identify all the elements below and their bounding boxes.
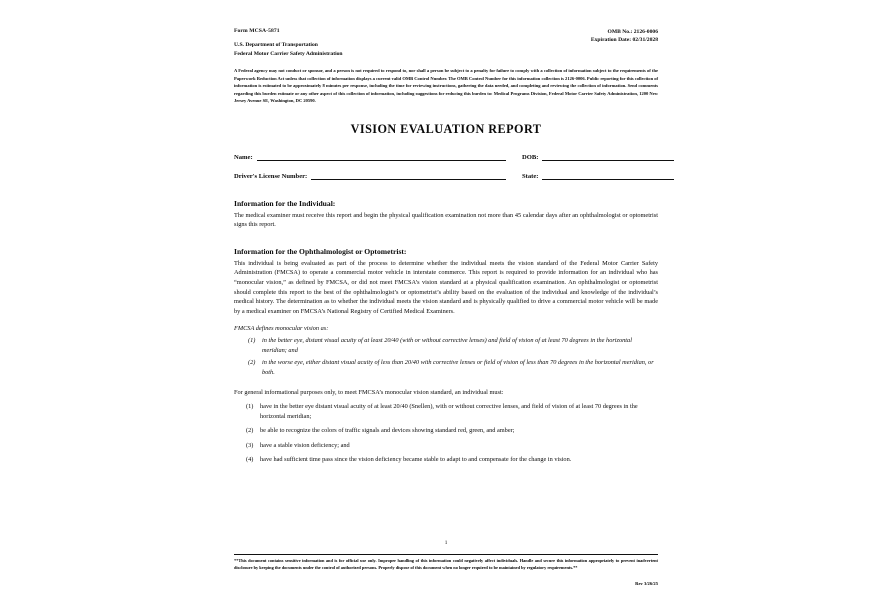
- list-item-text: have a stable vision deficiency; and: [260, 441, 350, 449]
- list-item: [234, 426, 658, 435]
- state-input[interactable]: [542, 172, 674, 180]
- provider-section-paragraph: This individual is being evaluated as part of the process to determine whether the individual meets the vision standard of the Federal Motor Carrier Safety Administration (FMCSA) to operate a commercial motor vehicle in interstate commerce. This report is required to provide information for an individual who has “monocular vision,” as defined by FMCSA, or did not meet FMCSA’s vision standard at a physical qualification examination. An ophthalmologist or optometrist should complete this report to the best of the ophthalmologist’s or optometrist’s ability based on the evaluation of the individual and knowledge of the individual’s medical history. The determination as to whether the individual meets the vision standard and is physically qualified to drive a commercial motor vehicle will be made by a medical examiner on FMCSA’s National Registry of Certified Medical Examiners.: [234, 259, 658, 315]
- list-item-text: in the better eye, distant visual acuity of at least 20/40 (with or without corrective lenses) and field of vision of at least 70 degrees in the horizontal meridian; and: [262, 337, 632, 354]
- page-title: VISION EVALUATION REPORT: [350, 121, 542, 136]
- page-number: 1: [444, 540, 448, 546]
- list-item: [234, 358, 658, 377]
- list-item-text: in the worse eye, either distant visual acuity of less than 20/40 with corrective lenses or field of vision of less than 70 degrees in the horizontal meridian, or both.: [262, 359, 654, 376]
- header-right-block: [498, 28, 658, 44]
- list-item: [234, 402, 658, 421]
- identification-fields: [234, 153, 658, 180]
- revision-date: Rev 3/26/25: [635, 580, 658, 586]
- list-item: [234, 441, 658, 450]
- list-marker: (1): [248, 337, 256, 345]
- name-dob-row: [234, 153, 658, 161]
- license-state-row: [234, 172, 658, 180]
- license-label: Driver's License Number:: [234, 172, 308, 180]
- footer-divider: [234, 554, 658, 555]
- document-footer: [234, 540, 658, 586]
- license-input[interactable]: [311, 172, 506, 180]
- vision-standard-list: [234, 402, 658, 464]
- name-input[interactable]: [257, 153, 506, 161]
- form-number: Form MCSA-5871: [234, 28, 280, 34]
- name-field-group: [234, 153, 506, 161]
- list-item-text: be able to recognize the colors of traffic signals and devices showing standard red, green, and amber;: [260, 427, 515, 435]
- monocular-definition-lead: FMCSA defines monocular vision as:: [234, 325, 329, 333]
- list-marker: (2): [246, 427, 254, 435]
- dob-label: DOB:: [522, 153, 539, 161]
- name-label: Name:: [234, 153, 253, 161]
- provider-section-heading: Information for the Ophthalmologist or Optometrist:: [234, 246, 407, 256]
- vision-standard-lead: For general informational purposes only, to meet FMCSA’s monocular vision standard, an individual must:: [234, 389, 504, 397]
- administration-name: Federal Motor Carrier Safety Administration: [234, 50, 343, 57]
- list-marker: (3): [246, 441, 254, 449]
- omb-number: OMB No.: 2126-0006: [607, 29, 658, 35]
- dob-input[interactable]: [542, 153, 674, 161]
- agency-block: [234, 41, 484, 58]
- list-marker: (4): [246, 456, 254, 464]
- document-body: [234, 28, 658, 594]
- department-name: U.S. Department of Transportation: [234, 41, 318, 48]
- individual-section-paragraph: The medical examiner must receive this report and begin the physical qualification examination not more than 45 calendar days after an ophthalmologist or optometrist signs this report.: [234, 211, 658, 229]
- list-item: [234, 455, 658, 464]
- header-left-block: [234, 28, 484, 58]
- license-field-group: [234, 172, 506, 180]
- list-item-text: have had sufficient time pass since the vision deficiency became stable to adapt to and compensate for the change in vision.: [260, 456, 572, 464]
- individual-section-heading: Information for the Individual:: [234, 198, 336, 208]
- list-item: [234, 336, 658, 355]
- list-item-text: have in the better eye distant visual acuity of at least 20/40 (Snellen), with or without corrective lenses, and field of vision of at least 70 degrees in the horizontal meridian;: [260, 403, 638, 420]
- omb-expiration-date: Expiration Date: 02/31/2028: [590, 37, 658, 44]
- state-field-group: [522, 172, 674, 180]
- document-header: [234, 28, 658, 58]
- list-marker: (2): [248, 359, 256, 367]
- list-marker: (1): [246, 403, 254, 411]
- monocular-definition-list: [234, 336, 658, 377]
- sensitive-information-notice: **This document contains sensitive information and is for official use only. Improper handling of this information could negatively affect individuals. Handle and secure this information appropriately to prevent inadvertent disclosure by keeping the documents under the control of authorized persons. Properly dispose of this document when no longer required to be maintained by regulatory requirements.**: [234, 558, 658, 570]
- dob-field-group: [522, 153, 674, 161]
- state-label: State:: [522, 172, 539, 180]
- paperwork-reduction-act-notice: A Federal agency may not conduct or sponsor, and a person is not required to respond to, nor shall a person be subject to a penalty for failure to comply with a collection of information subject to the requirements of the Paperwork Reduction Act unless that collection of information displays a current valid OMB Control Number. The OMB Control Number for this information collection is 2126-0006. Public reporting for this collection of information is estimated to be approximately 8 minutes per response, including the time for reviewing instructions, gathering the data needed, and completing and reviewing the collection of information. Send comments regarding this burden estimate or any other aspect of this collection of information, including suggestions for reducing this burden to: Medical Programs Division, Federal Motor Carrier Safety Administration, 1200 New Jersey Avenue SE, Washington, DC 20590.: [234, 68, 658, 104]
